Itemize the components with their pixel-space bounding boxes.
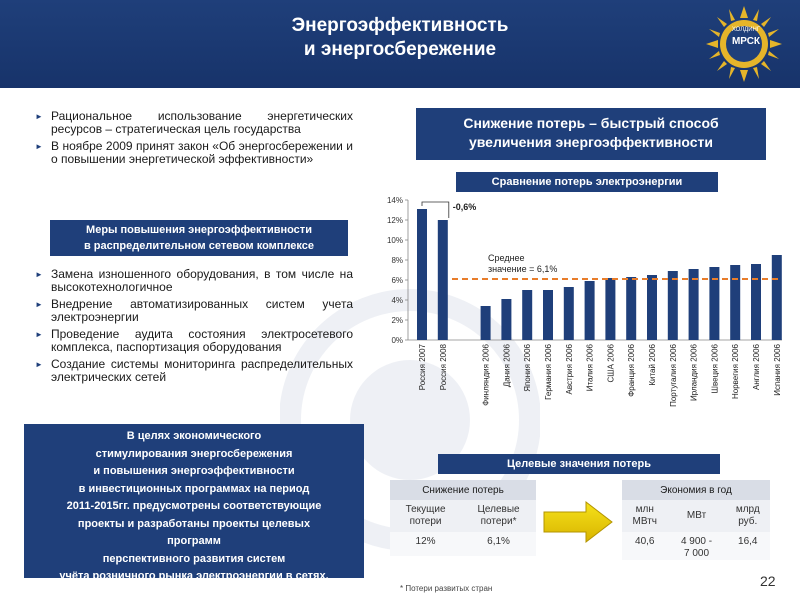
bar xyxy=(668,271,678,340)
x-tick-label: Дания 2006 xyxy=(502,344,512,388)
losses-bar-chart xyxy=(370,192,790,412)
col-label: Текущие xyxy=(405,504,446,515)
bar xyxy=(772,255,782,340)
y-tick-label: 2% xyxy=(391,316,403,325)
col-label: млрд xyxy=(735,504,760,515)
y-tick-label: 8% xyxy=(391,256,403,265)
col-label: потери* xyxy=(480,516,517,527)
x-tick-label: Швеция 2006 xyxy=(710,344,720,394)
col-label: Целевые xyxy=(477,504,520,515)
intro-bullet: ► Рациональное использование энергетических ресурсов – стратегическая цель государства xyxy=(35,110,353,136)
measures-bullet-list xyxy=(35,268,353,388)
x-tick-label: Россия 2008 xyxy=(438,344,448,391)
y-tick-label: 4% xyxy=(391,296,403,305)
x-tick-label: Россия 2007 xyxy=(418,344,427,391)
bar xyxy=(501,299,511,340)
bar xyxy=(417,209,427,340)
slide-title xyxy=(150,14,650,62)
x-tick-label: Китай 2006 xyxy=(648,344,657,386)
logo-small-text: ХОЛДИНГ xyxy=(731,27,761,33)
average-annotation-line-1: Среднее xyxy=(488,253,525,263)
losses-col-target xyxy=(461,500,536,532)
y-tick-label: 14% xyxy=(386,196,403,205)
measures-banner-line-1: Меры повышения энергоэффективности xyxy=(86,224,312,236)
bar xyxy=(730,265,740,340)
cell-line: 40,6 xyxy=(635,536,655,547)
logo-text: МРСК xyxy=(731,36,761,47)
savings-value-mw xyxy=(668,532,726,560)
losses-table xyxy=(390,480,536,556)
savings-value-rub xyxy=(726,532,770,560)
measures-bullet: ► Создание системы мониторинга распределительных электрических сетей xyxy=(35,358,353,384)
cell-line: 4 900 - xyxy=(680,536,713,547)
x-tick-label: Япония 2006 xyxy=(523,344,533,392)
econ-line: перспективного развития систем xyxy=(102,552,286,565)
col-label: потери xyxy=(409,516,442,527)
y-tick-label: 12% xyxy=(386,216,403,225)
loss-reduction-title xyxy=(416,108,766,160)
measures-bullet: ► Проведение аудита состояния электросетевого комплекса, паспортизация оборудования xyxy=(35,328,353,354)
losses-table-header: Снижение потерь xyxy=(390,480,536,500)
x-tick-label: Финляндия 2006 xyxy=(481,344,491,406)
savings-col-mw xyxy=(668,500,726,532)
average-annotation-line-2: значение = 6,1% xyxy=(488,264,558,274)
bar xyxy=(564,287,574,340)
col-label: млн xyxy=(635,504,654,515)
savings-value-mwh xyxy=(622,532,668,560)
economic-stimulus-box xyxy=(24,424,364,582)
slide-header xyxy=(0,0,800,88)
econ-line: стимулирования энергосбережения xyxy=(95,447,293,460)
y-tick-label: 6% xyxy=(391,276,403,285)
x-tick-label: Испания 2006 xyxy=(772,344,782,396)
loss-reduction-title-line-2: увеличения энергоэффективности xyxy=(468,134,714,150)
x-tick-label: Австрия 2006 xyxy=(564,344,574,395)
slide-title-line-2: и энергосбережение xyxy=(303,39,497,60)
footnote: * Потери развитых стран xyxy=(400,584,493,593)
measures-bullet: ► Внедрение автоматизированных систем учета электроэнергии xyxy=(35,298,353,324)
econ-line: В целях экономического xyxy=(126,430,262,442)
econ-line: учёта розничного рынка электроэнергии в сетях. xyxy=(59,570,329,582)
x-tick-label: США 2006 xyxy=(606,344,616,383)
x-tick-label: Норвегия 2006 xyxy=(731,344,741,400)
savings-table xyxy=(622,480,770,560)
x-tick-label: Италия 2006 xyxy=(585,344,595,392)
x-tick-label: Ирландия 2006 xyxy=(689,344,699,401)
losses-col-current xyxy=(390,500,461,532)
bar xyxy=(585,281,595,340)
col-label: МВт xyxy=(686,510,707,521)
savings-col-mwh xyxy=(622,500,668,532)
targets-banner: Целевые значения потерь xyxy=(438,454,720,474)
intro-bullet-list xyxy=(35,110,353,170)
savings-col-rub xyxy=(726,500,770,532)
x-tick-label: Германия 2006 xyxy=(544,344,553,400)
bar xyxy=(481,306,491,340)
y-tick-label: 10% xyxy=(386,236,403,245)
loss-reduction-title-line-1: Снижение потерь – быстрый способ xyxy=(463,115,719,131)
col-label: руб. xyxy=(738,516,758,527)
bar xyxy=(626,277,636,340)
x-tick-label: Португалия 2006 xyxy=(668,344,678,407)
x-tick-label: Англия 2006 xyxy=(752,344,761,390)
chart-title-banner: Сравнение потерь электроэнергии xyxy=(456,172,718,192)
drop-annotation: -0,6% xyxy=(452,202,477,212)
bar xyxy=(751,264,761,340)
savings-table-header: Экономия в год xyxy=(622,480,770,500)
econ-line: проекты и разработаны проекты целевых xyxy=(77,517,311,530)
x-tick-label: Франция 2006 xyxy=(627,344,637,397)
intro-bullet: ► В ноябре 2009 принят закон «Об энергосбережении и о повышении энергетической эффективности» xyxy=(35,140,353,166)
econ-line: в инвестиционных программах на период xyxy=(78,482,310,495)
measures-banner-line-2: в распределительном сетевом комплексе xyxy=(83,240,315,252)
losses-value-target: 6,1% xyxy=(461,532,536,556)
bar xyxy=(438,220,448,340)
measures-banner xyxy=(50,220,348,256)
bar xyxy=(522,290,532,340)
y-tick-label: 0% xyxy=(391,336,403,345)
bar xyxy=(605,278,615,340)
measures-bullet: ► Замена изношенного оборудования, в том числе на высокотехнологичное xyxy=(35,268,353,294)
arrow-right-icon xyxy=(542,500,614,544)
page-number: 22 xyxy=(760,573,776,589)
col-label: МВтч xyxy=(632,516,657,527)
bar xyxy=(543,290,553,340)
econ-line: и повышения энергоэффективности xyxy=(93,465,295,477)
econ-line: программ xyxy=(167,535,221,547)
cell-line: 16,4 xyxy=(738,536,758,547)
bar xyxy=(709,267,719,340)
cell-line: 7 000 xyxy=(684,548,710,559)
slide-title-line-1: Энергоэффективность xyxy=(291,15,509,36)
bar xyxy=(647,275,657,340)
losses-value-current: 12% xyxy=(390,532,461,556)
econ-line: 2011-2015гг. предусмотрены соответствующие xyxy=(66,500,322,512)
